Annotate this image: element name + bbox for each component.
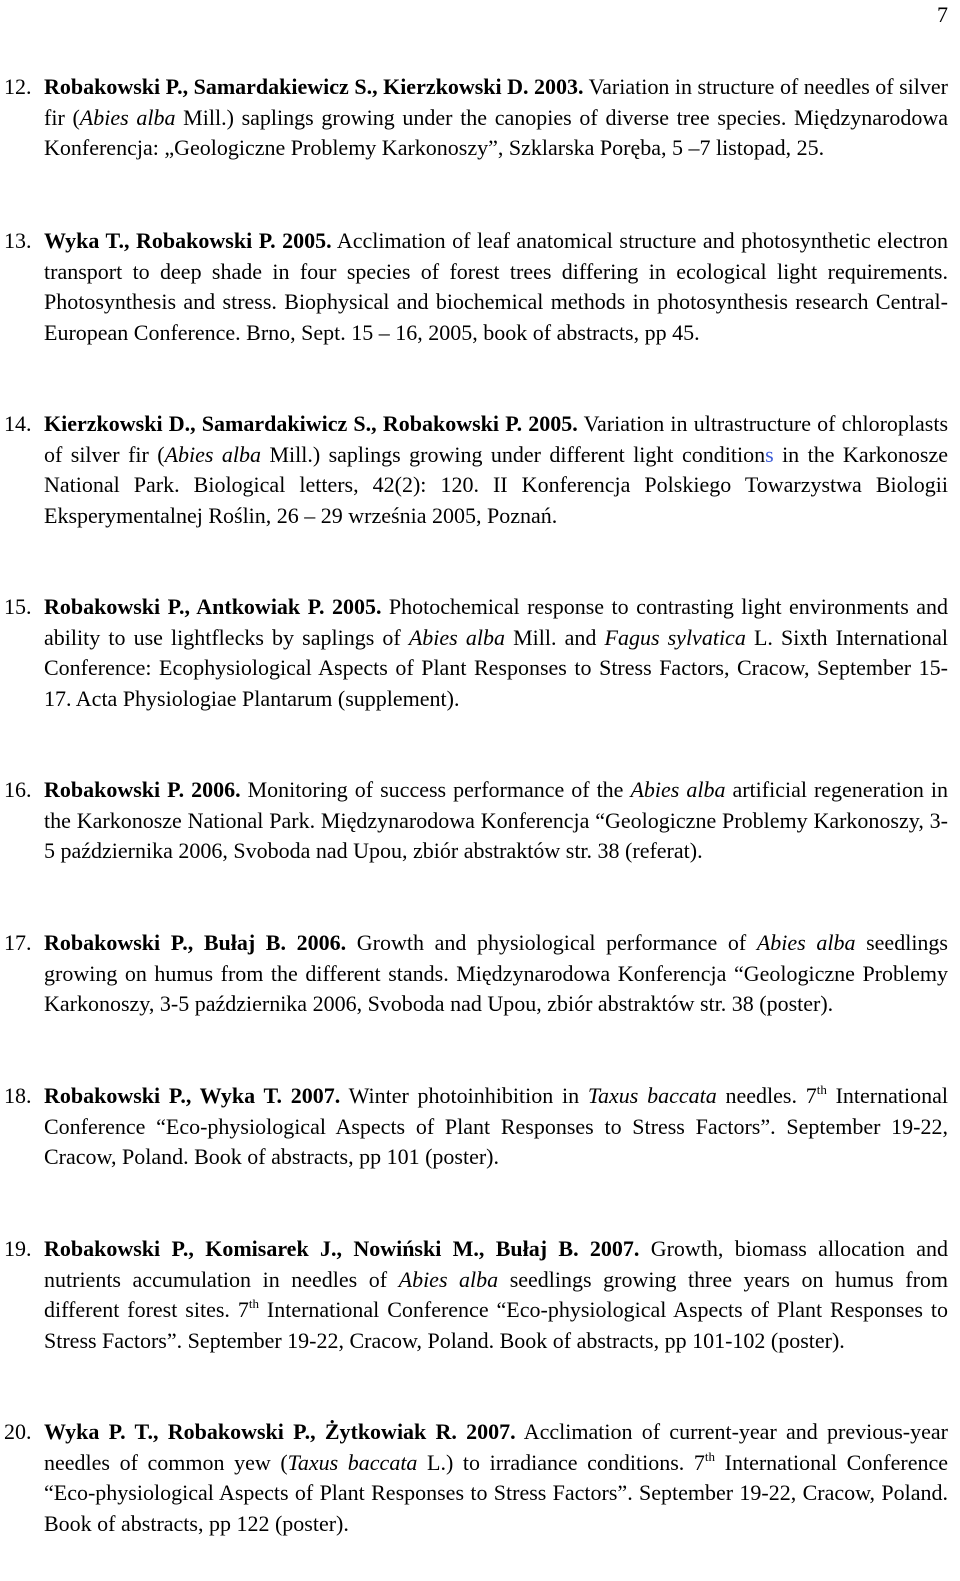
reference-item [4,1081,948,1173]
species-name: Abies alba [79,104,176,130]
reference-text: Robakowski P. 2006. Monitoring of success performance of the Abies alba artificial regeneration in the Karkonosze National Park. Międzynarodowa Konferencja “Geologiczne Problemy Karkonoszy, 3-5 października 2006, Svoboda nad Upou, zbiór abstraktów str. 38 (referat). [44,777,949,863]
page-number: 7 [937,2,948,27]
reference-text: Robakowski P., Wyka T. 2007. Winter photoinhibition in Taxus baccata needles. 7th International Conference “Eco-physiological Aspects of Plant Responses to Stress Factors”. September 19-22, Cracow, Poland. Book of abstracts, pp 101 (poster). [44,1082,948,1169]
reference-item [4,592,948,714]
reference-number: 20. [4,1419,32,1444]
reference-authors: Robakowski P., Samardakiewicz S., Kierzkowski D. 2003. [44,74,584,99]
reference-text: Robakowski P., Komisarek J., Nowiński M., Bułaj B. 2007. Growth, biomass allocation and nutrients accumulation in needles of Abies alba seedlings growing three years on humus from different forest sites. 7th International Conference “Eco-physiological Aspects of Plant Responses to Stress Factors”. September 19-22, Cracow, Poland. Book of abstracts, pp 101-102 (poster). [44,1236,949,1353]
reference-authors: Wyka T., Robakowski P. 2005. [44,228,332,253]
species-name: Abies alba [756,930,856,955]
reference-number: 13. [4,228,32,253]
reference-authors: Robakowski P. 2006. [44,777,241,802]
reference-authors: Robakowski P., Wyka T. 2007. [44,1083,341,1108]
reference-number: 19. [4,1236,32,1261]
reference-authors: Robakowski P., Bułaj B. 2006. [44,930,347,955]
reference-number: 18. [4,1083,32,1108]
ordinal-suffix: th [816,1082,827,1097]
reference-number: 12. [4,74,32,99]
reference-item [4,928,948,1020]
reference-text: Robakowski P., Bułaj B. 2006. Growth and physiological performance of Abies alba seedlings growing on humus from the different stands. Międzynarodowa Konferencja “Geologiczne Problemy Karkonoszy, 3-5 października 2006, Svoboda nad Upou, zbiór abstraktów str. 38 (poster). [44,930,948,1016]
highlighted-letter: s [765,441,774,467]
species-name: Abies alba [398,1266,499,1292]
species-name: Abies alba [408,624,505,650]
reference-item [4,775,948,867]
reference-authors: Robakowski P., Antkowiak P. 2005. [44,594,382,619]
reference-authors: Kierzkowski D., Samardakiwicz S., Robakowski P. 2005. [44,411,578,436]
reference-number: 14. [4,411,32,436]
ordinal-suffix: th [248,1296,259,1311]
ordinal-suffix: th [704,1448,716,1464]
reference-text: Wyka P. T., Robakowski P., Żytkowiak R. 2007. Acclimation of current-year and previous-year needles of common yew (Taxus baccata L.) to irradiance conditions. 7th International Conference “Eco-physiological Aspects of Plant Responses to Stress Factors”. September 19-22, Cracow, Poland. Book of abstracts, pp 122 (poster). [44,1419,949,1536]
species-name: Taxus baccata [287,1449,418,1475]
reference-authors: Wyka P. T., Robakowski P., Żytkowiak R. 2007. [44,1419,516,1444]
reference-item [4,72,948,164]
reference-text: Robakowski P., Samardakiewicz S., Kierzkowski D. 2003. Variation in structure of needles of silver fir (Abies alba Mill.) saplings growing under the canopies of diverse tree species. Międzynarodowa Konferencja: „Geologiczne Problemy Karkonoszy”, Szklarska Poręba, 5 –7 listopad, 25. [44,74,949,160]
species-name: Fagus sylvatica [604,624,746,650]
reference-item [4,226,948,348]
reference-item [4,409,948,531]
reference-item [4,1234,948,1356]
reference-text: Kierzkowski D., Samardakiwicz S., Robakowski P. 2005. Variation in ultrastructure of chloroplasts of silver fir (Abies alba Mill.) saplings growing under different light conditions in the Karkonosze National Park. Biological letters, 42(2): 120. II Konferencja Polskiego Towarzystwa Biologii Eksperymentalnej Roślin, 26 – 29 września 2005, Poznań. [44,411,949,528]
species-name: Abies alba [630,777,726,802]
reference-item [4,1417,948,1539]
species-name: Taxus baccata [587,1083,717,1108]
reference-authors: Robakowski P., Komisarek J., Nowiński M., Bułaj B. 2007. [44,1236,640,1261]
reference-number: 16. [4,777,32,802]
reference-text: Robakowski P., Antkowiak P. 2005. Photochemical response to contrasting light environments and ability to use lightflecks by saplings of Abies alba Mill. and Fagus sylvatica L. Sixth International Conference: Ecophysiological Aspects of Plant Responses to Stress Factors, Cracow, September 15-17. Acta Physiologiae Plantarum (supplement). [44,594,948,711]
reference-number: 15. [4,594,32,619]
species-name: Abies alba [164,441,262,467]
reference-number: 17. [4,930,32,955]
reference-text: Wyka T., Robakowski P. 2005. Acclimation of leaf anatomical structure and photosynthetic electron transport to deep shade in four species of forest trees differing in ecological light requirements. Photosynthesis and stress. Biophysical and biochemical methods in photosynthesis research Central-European Conference. Brno, Sept. 15 – 16, 2005, book of abstracts, pp 45. [44,228,948,345]
